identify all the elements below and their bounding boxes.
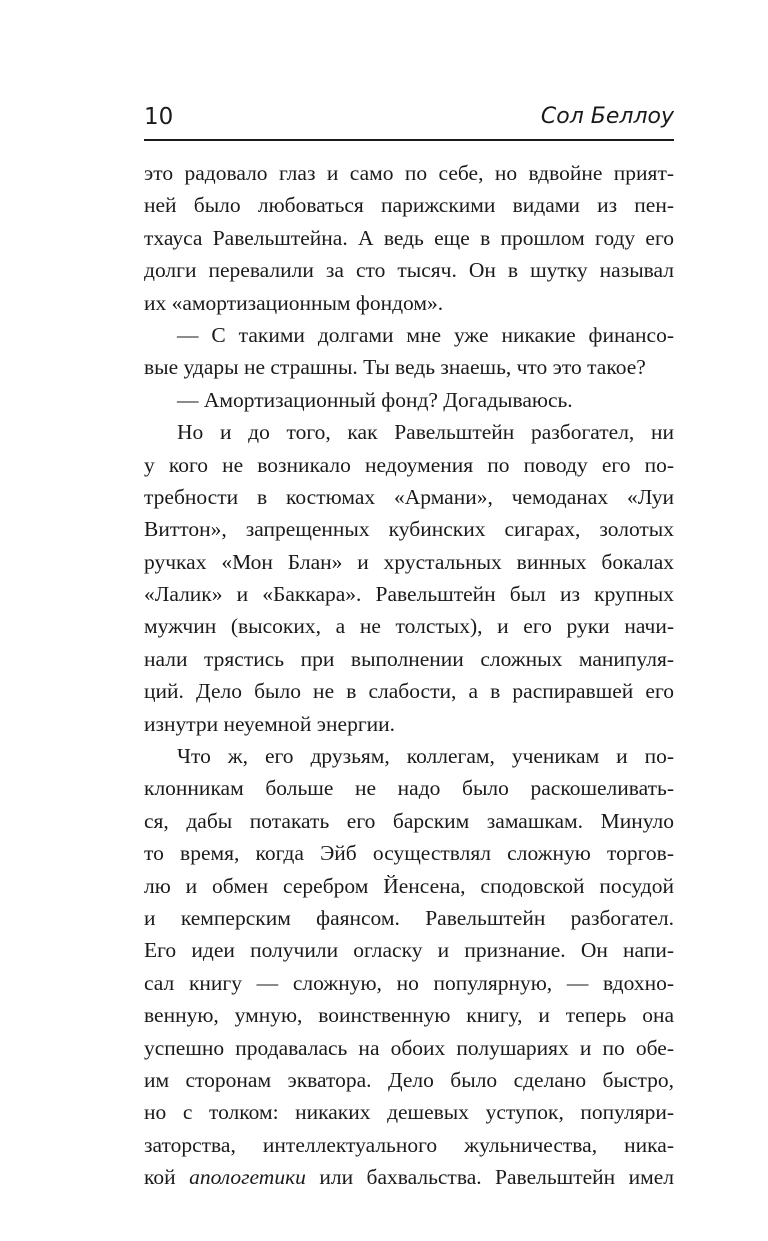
text-line: Что ж, его друзьям, коллегам, ученикам и по- [177, 744, 674, 769]
text-line: мужчин (высоких, а не толстых), и его руки начи- [144, 614, 674, 639]
text-line: требности в костюмах «Армани», чемоданах «Луи [144, 484, 674, 509]
text-line: ней было любоваться парижскими видами из пен- [144, 193, 674, 218]
text-line: клонникам больше не надо было раскошеливать- [144, 776, 674, 801]
text-line: ций. Дело было не в слабости, а в распиравшей его [144, 679, 674, 704]
text-line: вые удары не страшны. Ты ведь знаешь, что это такое? [144, 355, 646, 380]
text-line: Виттон», запрещенных кубинских сигарах, золотых [144, 517, 674, 542]
text-line: тхауса Равельштейна. А ведь еще в прошлом году его [144, 225, 674, 250]
page-number: 10 [144, 104, 174, 130]
body-text [144, 157, 674, 1194]
text-line: лю и обмен серебром Йенсена, сподовской посудой [144, 873, 674, 898]
text-line: — С такими долгами мне уже никакие финансо- [177, 322, 674, 347]
text-line: сал книгу — сложную, но популярную, — вдохно- [144, 970, 674, 995]
text-line: долги перевалили за сто тысяч. Он в шутку называл [144, 258, 674, 283]
text-line: ся, дабы потакать его барским замашкам. Минуло [144, 808, 674, 833]
text-line: Его идеи получили огласку и признание. Он напи- [144, 938, 674, 963]
text-line [144, 1161, 674, 1193]
text-line: им сторонам экватора. Дело было сделано быстро, [144, 1067, 674, 1092]
italic-term: апологетики [189, 1165, 306, 1190]
text-line: у кого не возникало недоумения по поводу его по- [144, 452, 674, 477]
text-line: — Амортизационный фонд? Догадываюсь. [177, 387, 573, 412]
running-head-author: Сол Беллоу [540, 104, 674, 129]
text-line: ручках «Мон Блан» и хрустальных винных бокалах [144, 549, 674, 574]
text-line: то время, когда Эйб осуществлял сложную торгов- [144, 841, 674, 866]
page-header [144, 100, 674, 140]
text-line: «Лалик» и «Баккара». Равельштейн был из крупных [144, 582, 674, 607]
text-line: Но и до того, как Равельштейн разбогател, ни [177, 420, 674, 445]
text-line: заторства, интеллектуального жульничества, ника- [144, 1132, 674, 1157]
header-rule [144, 139, 674, 141]
text-line: их «амортизационным фондом». [144, 290, 444, 315]
text-line: но с толком: никаких дешевых уступок, популяри- [144, 1100, 674, 1125]
text-fragment: или бахвальства. Равельштейн имел [305, 1165, 674, 1190]
text-line: изнутри неуемной энергии. [144, 711, 396, 736]
text-fragment: кой [144, 1165, 190, 1190]
text-line: и кемперским фаянсом. Равельштейн разбогател. [144, 905, 674, 930]
text-line: нали трястись при выполнении сложных манипуля- [144, 646, 674, 671]
text-line: венную, умную, воинственную книгу, и теперь она [144, 1003, 674, 1028]
text-line: успешно продавалась на обоих полушариях и по обе- [144, 1035, 674, 1060]
text-line: это радовало глаз и само по себе, но вдвойне прият- [144, 161, 674, 185]
